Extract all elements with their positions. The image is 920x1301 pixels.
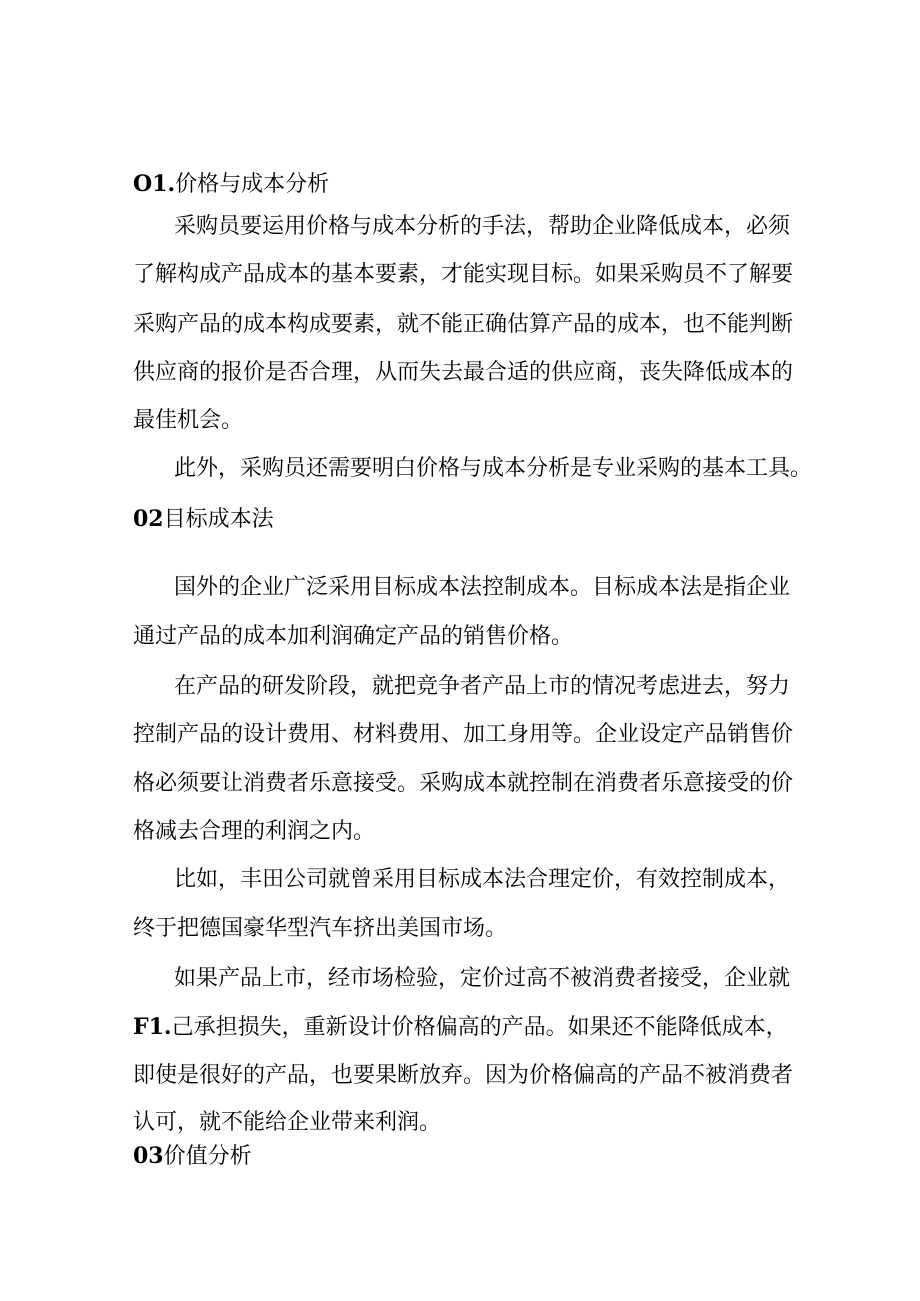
paragraph-line: 了解构成产品成本的基本要素，才能实现目标。如果采购员不了解要 [133, 262, 794, 287]
paragraph-line: 控制产品的设计费用、材料费用、加工身用等。企业设定产品销售价 [133, 722, 794, 747]
section-heading-3 [133, 1141, 252, 1172]
section-number: 03 [133, 1143, 164, 1169]
paragraph-line: 在产品的研发阶段，就把竞争者产品上市的情况考虑进去，努力 [174, 674, 791, 699]
section-title: 价值分析 [163, 1144, 252, 1169]
section-title: 价格与成本分析 [175, 172, 330, 197]
section-number: O1. [133, 171, 176, 197]
paragraph-line: 国外的企业广泛采用目标成本法控制成本。目标成本法是指企业 [174, 575, 791, 600]
section-title: 目标成本法 [163, 507, 274, 532]
paragraph-line: 此外，采购员还需要明白价格与成本分析是专业采购的基本工具。 [174, 456, 813, 481]
paragraph-line: 比如，丰田公司就曾采用目标成本法合理定价，有效控制成本， [174, 867, 791, 892]
paragraph-line: 如果产品上市，经市场检验，定价过高不被消费者接受，企业就 [174, 966, 791, 991]
margin-mark: F1. [133, 1014, 172, 1040]
paragraph-line: 格必须要让消费者乐意接受。采购成本就控制在消费者乐意接受的价 [133, 771, 794, 796]
paragraph-line: 最佳机会。 [133, 408, 244, 433]
section-number: 02 [133, 506, 164, 532]
paragraph-line: 终于把德国豪华型汽车挤出美国市场。 [133, 916, 508, 941]
paragraph-line: 格减去合理的利润之内。 [133, 819, 376, 844]
paragraph-line: 采购产品的成本构成要素，就不能正确估算产品的成本，也不能判断 [133, 312, 794, 337]
paragraph-line [133, 1012, 788, 1043]
paragraph-line: 即使是很好的产品，也要果断放弃。因为价格偏高的产品不被消费者 [133, 1063, 794, 1088]
paragraph-line: 供应商的报价是否合理，从而失去最合适的供应商，丧失降低成本的 [133, 360, 794, 385]
paragraph-line: 认可，就不能给企业带来利润。 [133, 1110, 442, 1135]
section-heading-1 [133, 169, 329, 200]
paragraph-line: 采购员要运用价格与成本分析的手法，帮助企业降低成本，必须 [174, 214, 791, 239]
section-heading-2 [133, 504, 274, 535]
paragraph-line: 通过产品的成本加利润确定产品的销售价格。 [133, 624, 574, 649]
paragraph-text: 己承担损失，重新设计价格偏高的产品。如果还不能降低成本， [171, 1015, 788, 1040]
